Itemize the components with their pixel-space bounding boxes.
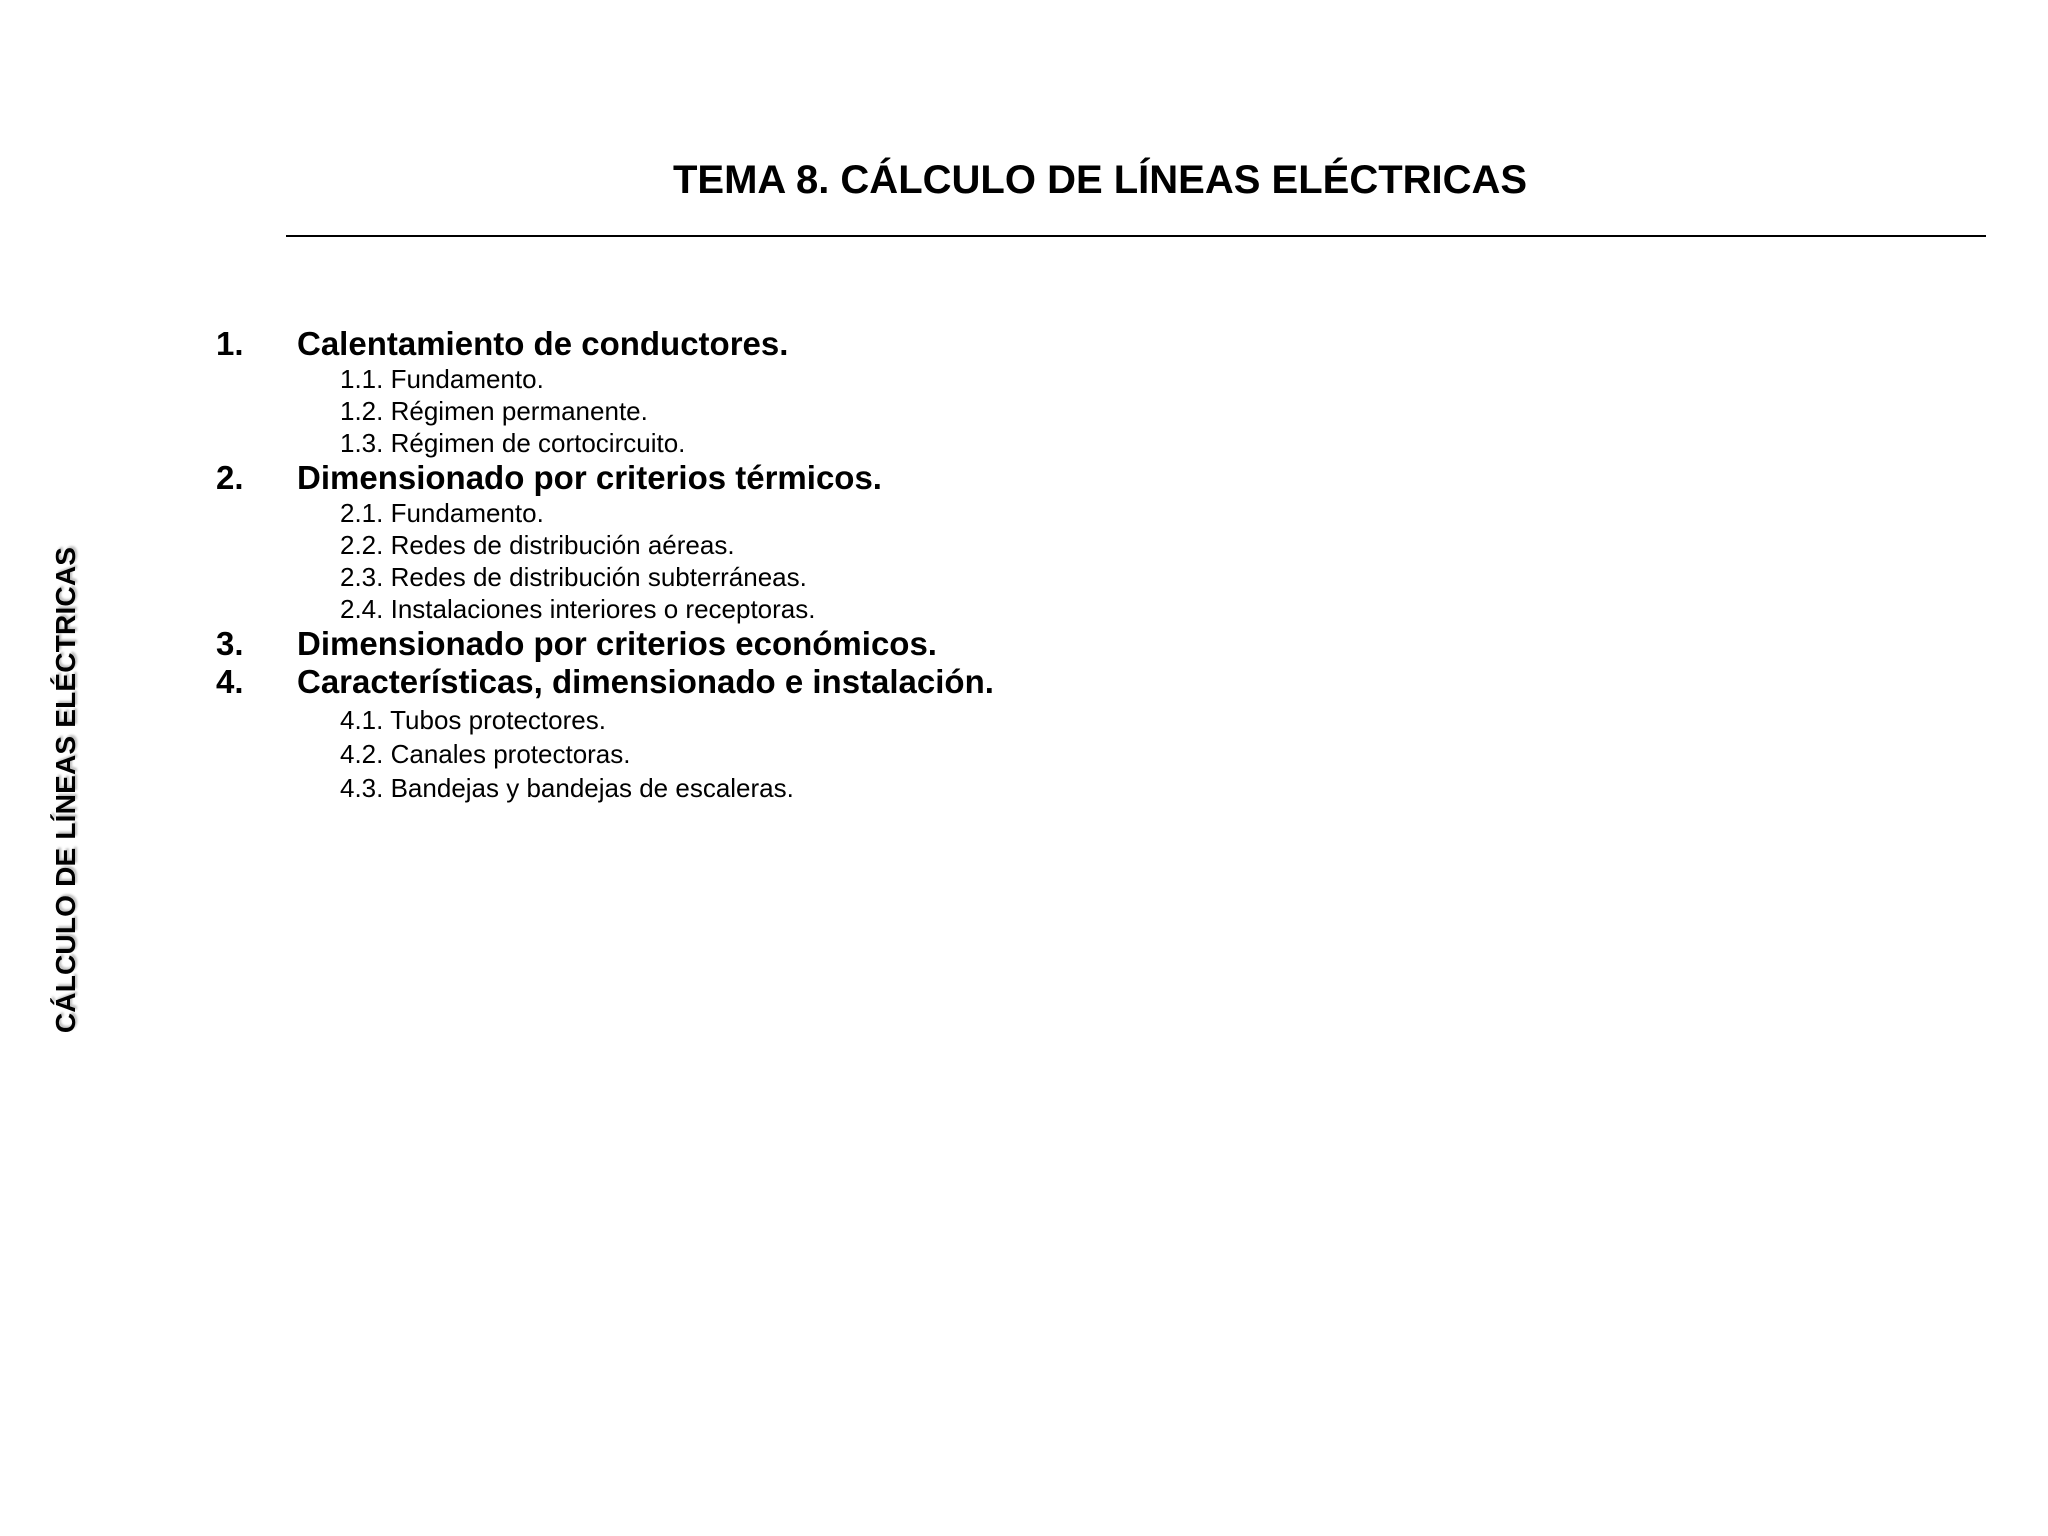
subsection-item: 4.2. Canales protectoras.: [340, 739, 631, 769]
table-of-contents: [216, 325, 1616, 805]
subsection-item: 2.4. Instalaciones interiores o receptoras.: [340, 594, 816, 624]
toc-section-4: [216, 663, 1616, 805]
section-title: Características, dimensionado e instalación.: [297, 663, 994, 700]
page-title: TEMA 8. CÁLCULO DE LÍNEAS ELÉCTRICAS: [673, 158, 1528, 202]
toc-section-2: [216, 459, 1616, 625]
section-number: 1.: [216, 325, 244, 362]
section-title: Calentamiento de conductores.: [297, 325, 789, 362]
section-number: 2.: [216, 459, 244, 496]
toc-section-3: [216, 625, 1616, 663]
subsection-item: 1.1. Fundamento.: [340, 364, 544, 394]
subsection-list: [216, 703, 1616, 805]
section-heading: [216, 325, 1616, 363]
title-divider: [286, 235, 1986, 237]
subsection-item: 1.3. Régimen de cortocircuito.: [340, 428, 686, 458]
section-number: 3.: [216, 625, 244, 662]
subsection-item: 4.1. Tubos protectores.: [340, 705, 606, 735]
subsection-item: 2.2. Redes de distribución aéreas.: [340, 530, 735, 560]
subsection-list: [216, 363, 1616, 459]
toc-section-1: [216, 325, 1616, 459]
subsection-list: [216, 497, 1616, 625]
subsection-item: 2.1. Fundamento.: [340, 498, 544, 528]
section-heading: [216, 663, 1616, 701]
subsection-item: 1.2. Régimen permanente.: [340, 396, 648, 426]
section-heading: [216, 625, 1616, 663]
section-number: 4.: [216, 663, 244, 700]
subsection-item: 2.3. Redes de distribución subterráneas.: [340, 562, 807, 592]
section-title: Dimensionado por criterios económicos.: [297, 625, 937, 662]
subsection-item: 4.3. Bandejas y bandejas de escaleras.: [340, 773, 794, 803]
section-heading: [216, 459, 1616, 497]
side-title: CÁLCULO DE LÍNEAS ELÉCTRICAS: [50, 546, 81, 1034]
section-title: Dimensionado por criterios térmicos.: [297, 459, 882, 496]
